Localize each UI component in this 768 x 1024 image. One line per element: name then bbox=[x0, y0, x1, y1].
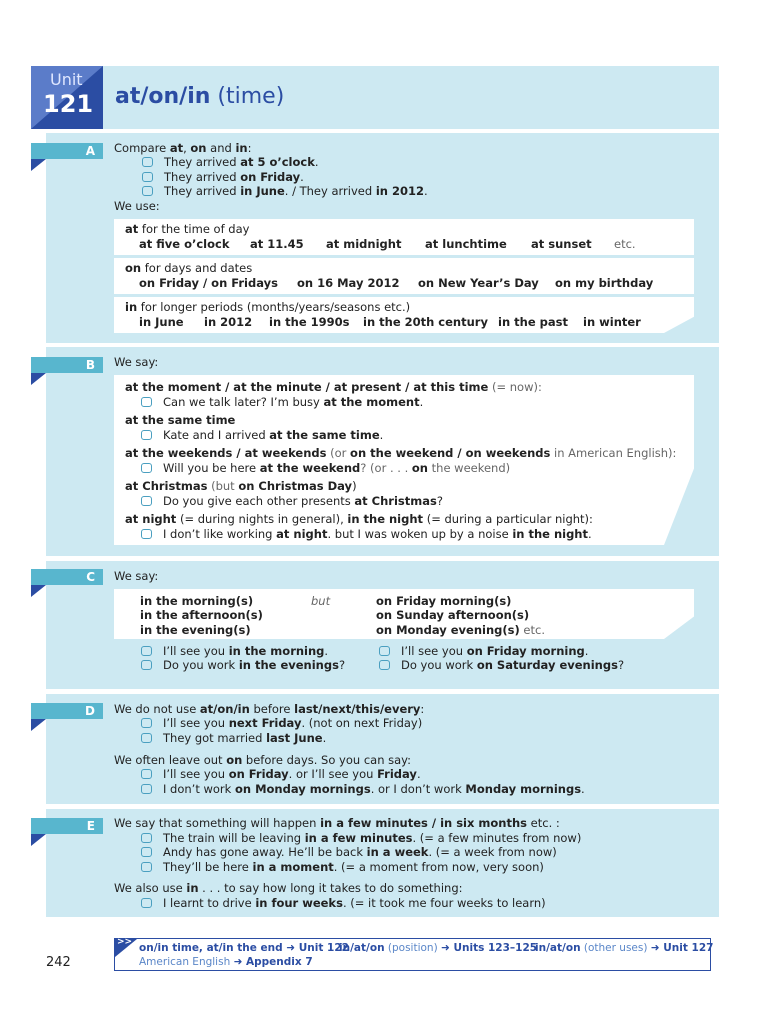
e-example-3: They’ll be here in a moment. (= a moment from now, very soon) bbox=[139, 860, 544, 874]
c-but: but bbox=[311, 594, 331, 608]
a-box-at-head: at for the time of day bbox=[125, 222, 250, 236]
a-box-at-item: at sunset bbox=[531, 237, 592, 251]
unit-word: Unit bbox=[50, 70, 83, 89]
page-number: 242 bbox=[46, 955, 71, 970]
a-box-at-item: at 11.45 bbox=[250, 237, 304, 251]
e-line-2: We also use in . . . to say how long it takes to do something: bbox=[114, 881, 463, 895]
b-example-5: I don’t like working at night. but I was woken up by a noise in the night. bbox=[139, 527, 592, 541]
a-intro: Compare at, on and in: bbox=[114, 141, 252, 155]
a-box-on-item: on Friday / on Fridays bbox=[139, 276, 278, 290]
double-chevron-icon: >> bbox=[117, 937, 133, 947]
bullet-box-icon bbox=[141, 733, 152, 743]
a-box-at-item: at midnight bbox=[326, 237, 402, 251]
bullet-box-icon bbox=[141, 718, 152, 728]
bullet-box-icon bbox=[141, 397, 152, 407]
a-box-at-etc: etc. bbox=[614, 237, 636, 251]
unit-number: 121 bbox=[43, 90, 94, 118]
bullet-box-icon bbox=[141, 646, 152, 656]
e-line-1: We say that something will happen in a few minutes / in six months etc. : bbox=[114, 816, 560, 830]
a-box-on-item: on 16 May 2012 bbox=[297, 276, 400, 290]
bullet-box-icon bbox=[141, 529, 152, 539]
bullet-box-icon bbox=[141, 463, 152, 473]
section-e-corner bbox=[31, 834, 46, 846]
xref-appendix-7[interactable]: American English ➜ Appendix 7 bbox=[139, 956, 313, 968]
xref-units-123-125[interactable]: in/at/on (position) ➜ Units 123–125 bbox=[339, 942, 538, 954]
a-box-at-item: at five o’clock bbox=[139, 237, 230, 251]
unit-badge bbox=[31, 66, 103, 129]
c-left-item: in the evening(s) bbox=[140, 623, 251, 637]
a-box-on-item: on New Year’s Day bbox=[418, 276, 539, 290]
a-box-in-item: in June bbox=[139, 315, 184, 329]
b-we-say: We say: bbox=[114, 355, 159, 369]
a-example-3: They arrived in June. / They arrived in 2012. bbox=[140, 184, 428, 198]
title-rest: (time) bbox=[217, 84, 285, 109]
a-box-in-item: in winter bbox=[583, 315, 641, 329]
a-we-use: We use: bbox=[114, 199, 160, 213]
a-box-on-head: on for days and dates bbox=[125, 261, 253, 275]
d-example-3: I’ll see you on Friday. or I’ll see you Friday. bbox=[139, 767, 421, 781]
b-example-4: Do you give each other presents at Christmas? bbox=[139, 494, 443, 508]
e-example-4: I learnt to drive in four weeks. (= it took me four weeks to learn) bbox=[139, 896, 546, 910]
c-example-4: Do you work on Saturday evenings? bbox=[377, 658, 624, 672]
section-a-corner bbox=[31, 159, 46, 171]
c-right-item: on Sunday afternoon(s) bbox=[376, 608, 530, 622]
section-a-tab: A bbox=[31, 143, 103, 159]
bullet-box-icon bbox=[142, 157, 153, 167]
a-example-2: They arrived on Friday. bbox=[140, 170, 304, 184]
section-d-corner bbox=[31, 719, 46, 731]
a-box-in-item: in the 20th century bbox=[363, 315, 488, 329]
bullet-box-icon bbox=[141, 769, 152, 779]
a-box-in-item: in 2012 bbox=[204, 315, 253, 329]
b-line-2: at the same time bbox=[125, 413, 236, 427]
bullet-box-icon bbox=[141, 784, 152, 794]
bullet-box-icon bbox=[141, 847, 152, 857]
d-line-2: We often leave out on before days. So you can say: bbox=[114, 753, 412, 767]
c-example-3: I’ll see you on Friday morning. bbox=[377, 644, 588, 658]
bullet-box-icon bbox=[141, 496, 152, 506]
b-example-1: Can we talk later? I’m busy at the moment. bbox=[139, 395, 423, 409]
title-bold: at/on/in bbox=[115, 84, 211, 109]
e-example-1: The train will be leaving in a few minutes. (= a few minutes from now) bbox=[139, 831, 581, 845]
bullet-box-icon bbox=[141, 660, 152, 670]
bullet-box-icon bbox=[141, 898, 152, 908]
e-example-2: Andy has gone away. He’ll be back in a week. (= a week from now) bbox=[139, 845, 557, 859]
title-bar bbox=[103, 66, 719, 129]
section-b-corner bbox=[31, 373, 46, 385]
section-e-tab: E bbox=[31, 818, 103, 834]
section-d-tab: D bbox=[31, 703, 103, 719]
b-line-5: at night (= during nights in general), in the night (= during a particular night): bbox=[125, 512, 593, 526]
b-example-2: Kate and I arrived at the same time. bbox=[139, 428, 383, 442]
c-left-item: in the afternoon(s) bbox=[140, 608, 263, 622]
c-example-2: Do you work in the evenings? bbox=[139, 658, 345, 672]
d-example-2: They got married last June. bbox=[139, 731, 326, 745]
c-left-item: in the morning(s) bbox=[140, 594, 254, 608]
section-b-tab: B bbox=[31, 357, 103, 373]
a-box-on-item: on my birthday bbox=[555, 276, 654, 290]
c-right-item: on Monday evening(s) etc. bbox=[376, 623, 545, 637]
bullet-box-icon bbox=[142, 172, 153, 182]
c-example-1: I’ll see you in the morning. bbox=[139, 644, 328, 658]
b-line-4: at Christmas (but on Christmas Day) bbox=[125, 479, 357, 493]
d-line-1: We do not use at/on/in before last/next/this/every: bbox=[114, 702, 425, 716]
section-c-corner bbox=[31, 585, 46, 597]
a-box-in-item: in the 1990s bbox=[269, 315, 350, 329]
b-line-3: at the weekends / at weekends (or on the weekend / on weekends in American English): bbox=[125, 446, 677, 460]
a-example-1: They arrived at 5 o’clock. bbox=[140, 155, 319, 169]
bullet-box-icon bbox=[142, 186, 153, 196]
bullet-box-icon bbox=[379, 646, 390, 656]
c-we-say: We say: bbox=[114, 569, 159, 583]
d-example-4: I don’t work on Monday mornings. or I don’t work Monday mornings. bbox=[139, 782, 585, 796]
a-box-at-item: at lunchtime bbox=[425, 237, 507, 251]
cross-reference-box bbox=[114, 937, 714, 971]
b-example-3: Will you be here at the weekend? (or . . . on the weekend) bbox=[139, 461, 510, 475]
bullet-box-icon bbox=[379, 660, 390, 670]
xref-unit-127[interactable]: in/at/on (other uses) ➜ Unit 127 bbox=[535, 942, 714, 954]
bullet-box-icon bbox=[141, 833, 152, 843]
bullet-box-icon bbox=[141, 862, 152, 872]
a-box-in-head: in for longer periods (months/years/seasons etc.) bbox=[125, 300, 411, 314]
c-right-item: on Friday morning(s) bbox=[376, 594, 512, 608]
b-line-1: at the moment / at the minute / at present / at this time (= now): bbox=[125, 380, 542, 394]
bullet-box-icon bbox=[141, 430, 152, 440]
a-box-in-item: in the past bbox=[498, 315, 568, 329]
xref-unit-122[interactable]: on/in time, at/in the end ➜ Unit 122 bbox=[139, 942, 349, 954]
section-c-tab: C bbox=[31, 569, 103, 585]
d-example-1: I’ll see you next Friday. (not on next Friday) bbox=[139, 716, 422, 730]
page-title bbox=[115, 84, 284, 109]
